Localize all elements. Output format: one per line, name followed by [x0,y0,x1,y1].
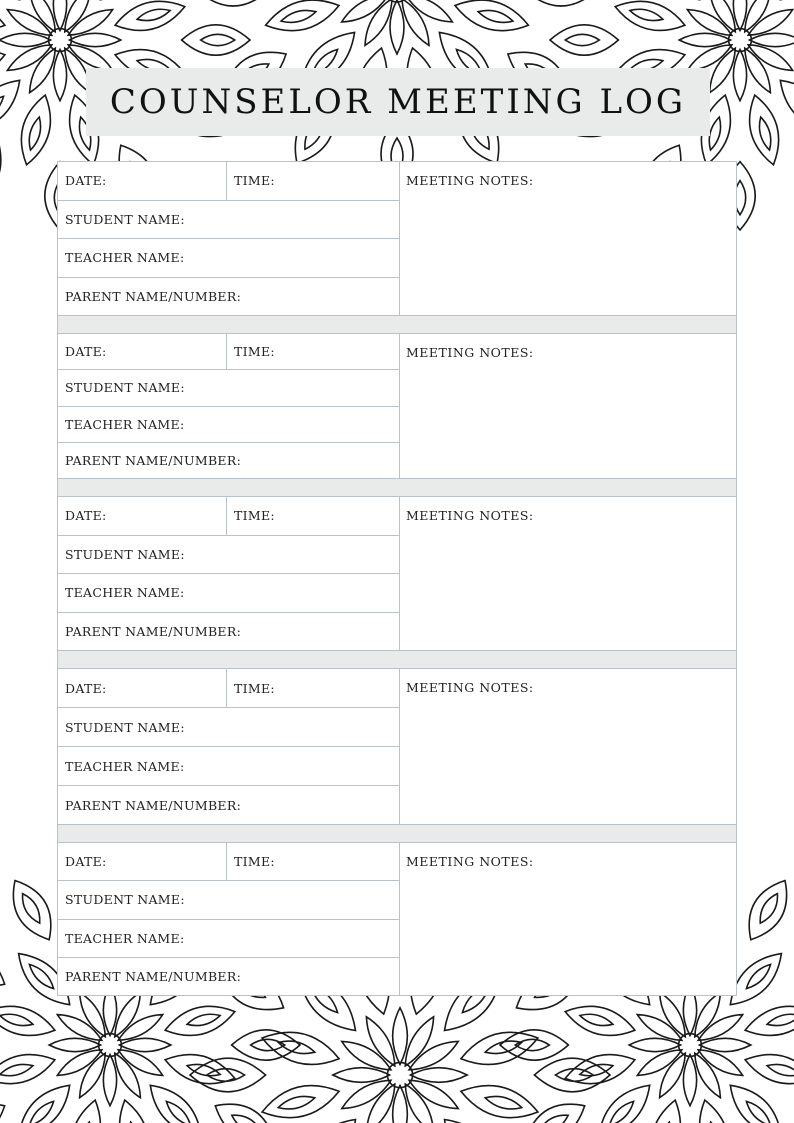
parent-name-label: PARENT NAME/NUMBER: [65,288,242,304]
time-label: TIME: [234,854,275,870]
teacher-name-field[interactable] [58,920,399,958]
student-name-field[interactable] [58,708,399,747]
meeting-entry-4 [58,669,736,824]
date-field[interactable] [58,334,227,369]
student-name-field[interactable] [58,201,399,240]
time-field[interactable] [227,344,275,359]
meeting-notes-area[interactable] [400,843,736,995]
date-label: DATE: [65,508,107,524]
entry-separator [58,650,736,669]
student-name-label: STUDENT NAME: [65,892,185,908]
time-field[interactable] [227,173,275,188]
meeting-notes-area[interactable] [400,334,736,478]
entry-fields [58,497,400,650]
meeting-notes-label: MEETING NOTES: [406,173,534,188]
date-label: DATE: [65,173,107,189]
parent-name-field[interactable] [58,613,399,651]
date-field[interactable] [58,497,227,535]
parent-name-label: PARENT NAME/NUMBER: [65,623,242,639]
meeting-notes-label: MEETING NOTES: [406,854,534,869]
title-banner [86,68,710,136]
date-field[interactable] [58,669,227,707]
teacher-name-label: TEACHER NAME: [65,930,185,946]
meeting-notes-area[interactable] [400,669,736,824]
student-name-field[interactable] [58,881,399,919]
time-label: TIME: [234,680,275,696]
date-field[interactable] [58,162,227,200]
parent-name-field[interactable] [58,278,399,316]
parent-name-label: PARENT NAME/NUMBER: [65,968,242,984]
meeting-entry-2 [58,334,736,478]
entry-separator [58,478,736,497]
entry-fields [58,843,400,995]
meeting-entry-1 [58,162,736,315]
time-label: TIME: [234,344,275,360]
teacher-name-field[interactable] [58,239,399,278]
student-name-field[interactable] [58,370,399,406]
date-label: DATE: [65,344,107,360]
time-label: TIME: [234,508,275,524]
meeting-notes-label: MEETING NOTES: [406,345,534,360]
date-time-row [58,843,399,881]
student-name-label: STUDENT NAME: [65,719,185,735]
meeting-entry-5 [58,843,736,995]
teacher-name-field[interactable] [58,574,399,613]
time-label: TIME: [234,173,275,189]
student-name-label: STUDENT NAME: [65,211,185,227]
parent-name-field[interactable] [58,958,399,995]
meeting-notes-label: MEETING NOTES: [406,680,534,695]
date-time-row [58,497,399,536]
meeting-notes-label: MEETING NOTES: [406,508,534,523]
student-name-field[interactable] [58,536,399,575]
meeting-entry-3 [58,497,736,650]
time-field[interactable] [227,508,275,523]
date-time-row [58,334,399,370]
parent-name-field[interactable] [58,786,399,824]
date-field[interactable] [58,843,227,880]
entry-separator [58,824,736,843]
student-name-label: STUDENT NAME: [65,380,185,396]
teacher-name-field[interactable] [58,407,399,443]
time-field[interactable] [227,681,275,696]
teacher-name-label: TEACHER NAME: [65,416,185,432]
parent-name-field[interactable] [58,443,399,478]
teacher-name-field[interactable] [58,747,399,786]
student-name-label: STUDENT NAME: [65,546,185,562]
entry-fields [58,162,400,315]
page-title: COUNSELOR MEETING LOG [109,82,687,122]
date-time-row [58,162,399,201]
meeting-notes-area[interactable] [400,497,736,650]
meeting-log-table [57,161,737,996]
meeting-notes-area[interactable] [400,162,736,315]
teacher-name-label: TEACHER NAME: [65,585,185,601]
parent-name-label: PARENT NAME/NUMBER: [65,452,242,468]
time-field[interactable] [227,854,275,869]
entry-separator [58,315,736,334]
teacher-name-label: TEACHER NAME: [65,250,185,266]
date-time-row [58,669,399,708]
entry-fields [58,669,400,824]
entry-fields [58,334,400,478]
teacher-name-label: TEACHER NAME: [65,758,185,774]
date-label: DATE: [65,854,107,870]
parent-name-label: PARENT NAME/NUMBER: [65,797,242,813]
date-label: DATE: [65,680,107,696]
